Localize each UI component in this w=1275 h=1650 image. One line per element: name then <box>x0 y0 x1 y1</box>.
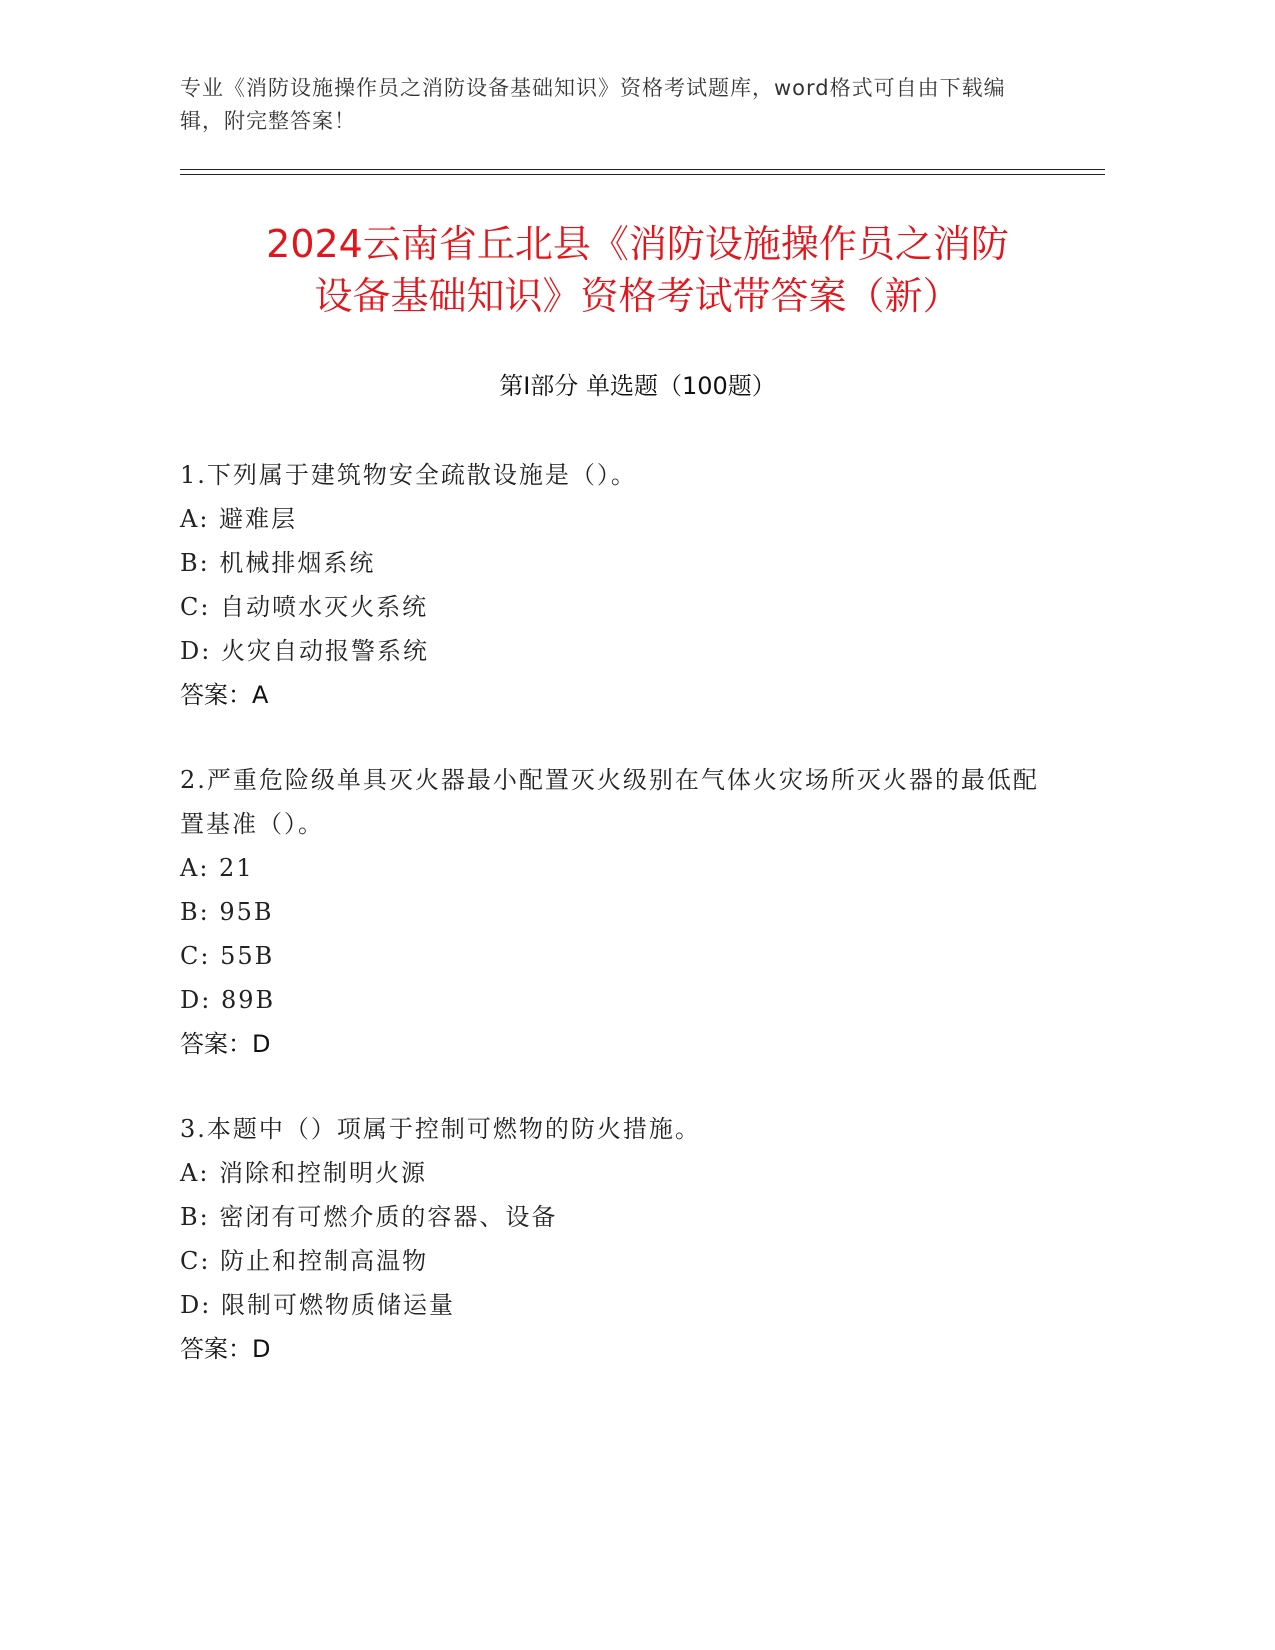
option-c: C: 55B <box>180 942 275 970</box>
option-d: D: 火灾自动报警系统 <box>180 637 429 665</box>
option-c: C: 防止和控制高温物 <box>180 1247 429 1275</box>
question-stem: 2.严重危险级单具灭火器最小配置灭火级别在气体火灾场所灭火器的最低配置基准（）。 <box>180 766 1039 838</box>
option-c: C: 自动喷水灭火系统 <box>180 593 429 621</box>
document-title-line-1: 2024云南省丘北县《消防设施操作员之消防 <box>266 222 1009 266</box>
question-1 <box>180 453 1040 717</box>
question-stem: 3.本题中（）项属于控制可燃物的防火措施。 <box>180 1115 701 1143</box>
answer: 答案：D <box>180 1030 271 1058</box>
section-title: 第Ⅰ部分 单选题（100题） <box>499 372 776 400</box>
option-a: A: 21 <box>180 854 254 882</box>
question-stem: 1.下列属于建筑物安全疏散设施是（）。 <box>180 461 637 489</box>
option-b: B: 95B <box>180 898 274 926</box>
option-a: A: 消除和控制明火源 <box>180 1159 428 1187</box>
header-divider-top <box>180 169 1105 170</box>
option-d: D: 89B <box>180 986 276 1014</box>
option-d: D: 限制可燃物质储运量 <box>180 1291 455 1319</box>
answer: 答案：D <box>180 1335 271 1363</box>
document-title <box>150 218 1125 322</box>
document-title-line-2: 设备基础知识》资格考试带答案（新） <box>314 274 961 318</box>
question-2 <box>180 758 1040 1066</box>
question-3 <box>180 1107 1040 1371</box>
answer: 答案：A <box>180 681 269 709</box>
header-note: 专业《消防设施操作员之消防设备基础知识》资格考试题库，word格式可自由下载编辑，附完整答案！ <box>180 76 1006 133</box>
option-b: B: 密闭有可燃介质的容器、设备 <box>180 1203 558 1231</box>
option-b: B: 机械排烟系统 <box>180 549 376 577</box>
header-divider-bottom <box>180 174 1105 175</box>
option-a: A: 避难层 <box>180 505 298 533</box>
